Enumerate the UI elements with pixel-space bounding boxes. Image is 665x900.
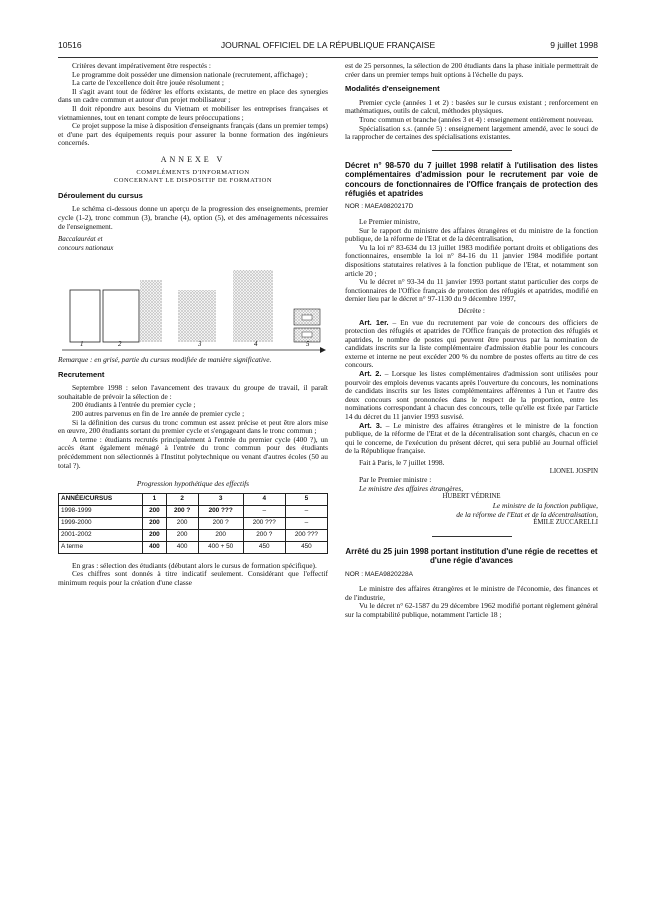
continuation-paragraph: est de 25 personnes, la sélection de 200 étudiants dans la phase initiale permettrait de créer dans un premier temps huit options à l'échelle du pays. [345, 61, 598, 79]
left-column [58, 62, 328, 588]
annex-subtitle: CONCERNANT LE DISPOSITIF DE FORMATION [113, 177, 273, 185]
table-row [59, 517, 328, 529]
decree-paragraph: Vu le décret n° 93-34 du 11 janvier 1993 portant statut particulier des corps de fonctionnaires de l'Office français de protection des réfugiés et apatrides, modifié en dernier lieu par le décret n° 97-1130 du 9 décembre 1997, [345, 277, 598, 304]
minister-title: Le ministre de la fonction publique, [492, 500, 598, 510]
table-cell: 200 [143, 517, 166, 529]
outro-paragraph: Ces chiffres sont donnés à titre indicatif seulement. Considérant que l'effectif minimum requis pour la création d'une classe [58, 569, 328, 587]
diagram-number: 4 [254, 340, 258, 349]
table-cell: 1999-2000 [59, 517, 143, 529]
decree-paragraph: Le Premier ministre, [359, 216, 420, 226]
modalites-paragraph: Premier cycle (années 1 et 2) : basées sur le cursus existant ; renforcement en mathématiques, outils de calcul, méthodes physiques. [345, 97, 598, 116]
table-caption: Progression hypothétique des effectifs [136, 479, 250, 489]
table-cell: 200 ??? [243, 517, 285, 529]
cursus-diagram [58, 235, 328, 353]
diagram-number: 1 [80, 340, 84, 349]
modalites-heading: Modalités d'enseignement [345, 84, 440, 94]
recrutement-paragraph: Septembre 1998 : selon l'avancement des travaux du groupe de travail, il paraît souhaitable de prévoir la sélection de : [58, 383, 328, 401]
table-header-cell: ANNÉE/CURSUS [59, 493, 143, 505]
header-rule [58, 57, 598, 58]
decree-title: Décret n° 98-570 du 7 juillet 1998 relatif à l'utilisation des listes complémentaires d'admission pour le recrutement par voie de concours de fonctionnaires de l'Office français de protection des réfugiés et apatrides [345, 160, 598, 198]
recrutement-paragraph: 200 étudiants à l'entrée du premier cycle ; [72, 400, 196, 410]
table-cell: 200 ??? [198, 505, 243, 517]
table-cell: 1998-1999 [59, 505, 143, 517]
article-text: – Lorsque les listes complémentaires d'admission sont utilisées pour pourvoir des emplois devenus vacants après l'ouverture du concours, les nominations de candidats inscrits sur les listes complémentaires afférentes à l'un et l'autre des deux concours sont prononcées dans le respect de la proportion, entre les nominations correspondant à chacun des concours, telle qu'elle est fixée par l'article 14 du décret du 11 janvier 1993 susvisé. [345, 369, 598, 422]
signature-zuccarelli: ÉMILE ZUCCARELLI [533, 519, 598, 527]
cursus-block-2 [103, 290, 139, 342]
table-row [59, 541, 328, 553]
arrete-paragraph: Le ministre des affaires étrangères et le ministre de l'économie, des finances et de l'industrie, [345, 584, 598, 602]
table-cell: 400 [166, 541, 198, 553]
table-cell: – [285, 505, 327, 517]
cursus-text: Le schéma ci-dessous donne un aperçu de la progression des enseignements, premier cycle (1-2), tronc commun (3), branche (4), option (5), et des aménagements nécessaires de l'enseignement. [58, 204, 328, 231]
intro-paragraph: Il doit répondre aux besoins du Vietnam et mobiliser les entreprises françaises et vietnamiennes, tout en tenant compte de leurs préoccupations ; [58, 103, 328, 122]
table-row [59, 505, 328, 517]
table-header-row [59, 493, 328, 505]
table-cell: 200 ? [166, 505, 198, 517]
section-divider [432, 536, 512, 537]
decree-nor: NOR : MAEA9820217D [345, 203, 414, 211]
diagram-number: 5 [306, 340, 310, 349]
article-label: Art. 2. [359, 369, 382, 379]
decree-paragraph: Vu la loi n° 83-634 du 13 juillet 1983 modifiée portant droits et obligations des fonctionnaires, ensemble la loi n° 84-16 du 11 janvier 1984 modifiée portant dispositions statutaires relatives à la fonction publique de l'Etat, et notamment son article 20 ; [345, 242, 598, 278]
page-header [58, 40, 598, 54]
recrutement-paragraph: 200 autres parvenus en fin de 1re année de premier cycle ; [72, 409, 245, 419]
decrete-label: Décrète : [458, 305, 485, 315]
article-1 [345, 319, 598, 371]
diagram-remark: Remarque : en grisé, partie du cursus modifiée de manière significative. [58, 355, 272, 365]
table-header-cell: 4 [243, 493, 285, 505]
par-premier-ministre: Par le Premier ministre : [359, 475, 432, 485]
table-cell: 200 ? [243, 529, 285, 541]
article-text: – En vue du recrutement par voie de concours des officiers de protection des réfugiés et apatrides de l'Office français de protection des réfugiés et apatrides, le nombre de postes qui peuvent être pourvus par la nomination de candidats inscrits sur la liste complémentaire d'admission établie pour les concours externe et interne ne peut excéder 200 % du nombre de postes offerts au titre de ces concours. [345, 317, 598, 370]
modalites-paragraph: Spécialisation s.s. (année 5) : enseignement largement amendé, avec le souci de la rapprocher de certaines des spécialisations existantes. [345, 123, 598, 142]
table-cell: – [243, 505, 285, 517]
recrutement-paragraph: Si la définition des cursus du tronc commun est assez précise et peut être alors mise en œuvre, 200 étudiants sortant du premier cycle et s'engageant dans le tronc commun ; [58, 417, 328, 436]
arrete-title: Arrêté du 25 juin 1998 portant institution d'une régie de recettes et d'une régie d'avances [345, 546, 598, 566]
right-column [345, 62, 598, 620]
cursus-block-5a [294, 309, 320, 325]
article-label: Art. 3. [359, 420, 382, 430]
arrete-nor: NOR : MAEA9820228A [345, 570, 413, 578]
decree-paragraph: Sur le rapport du ministre des affaires étrangères et du ministre de la fonction publique, de la réforme de l'Etat et de la décentralisation, [345, 225, 598, 244]
journal-title: JOURNAL OFFICIEL DE LA RÉPUBLIQUE FRANÇAISE [220, 40, 436, 50]
table-cell: 200 [166, 517, 198, 529]
intro-paragraph: Critères devant impérativement être respectés : [72, 61, 211, 70]
arrow-icon [320, 347, 326, 353]
signature-vedrine: HUBERT VÉDRINE [442, 493, 501, 501]
diagram-number: 3 [198, 340, 202, 349]
table-cell: 450 [285, 541, 327, 553]
table-cell: 2001-2002 [59, 529, 143, 541]
effectifs-table [58, 493, 328, 554]
outro-paragraph: En gras : sélection des étudiants (débutant alors le cursus de formation spécifique). [72, 560, 317, 570]
arrete-paragraph: Vu le décret n° 62-1587 du 29 décembre 1962 modifié portant règlement général sur la comptabilité publique, notamment l'article 18 ; [345, 601, 598, 619]
publication-date: 9 juillet 1998 [550, 40, 598, 50]
minister-title: de la réforme de l'Etat et de la décentralisation, [456, 509, 598, 519]
table-cell: 200 [198, 529, 243, 541]
article-3 [345, 422, 598, 456]
table-cell: 200 [143, 529, 166, 541]
table-row [59, 529, 328, 541]
annex-subtitle: COMPLÉMENTS D'INFORMATION [136, 168, 250, 176]
page-number: 10516 [58, 40, 82, 50]
table-cell: 200 [143, 505, 166, 517]
intro-paragraph: Ce projet suppose la mise à disposition d'enseignants français (dans un premier temps) et d'une part des équipements requis pour assurer la bonne formation des ingénieurs concernés. [58, 121, 328, 148]
table-cell: 400 + 50 [198, 541, 243, 553]
fait-line: Fait à Paris, le 7 juillet 1998. [359, 458, 445, 467]
cursus-block-3 [178, 290, 216, 342]
table-cell: A terme [59, 541, 143, 553]
table-header-cell: 3 [198, 493, 243, 505]
diagram-number: 2 [118, 340, 122, 349]
table-cell: 200 ??? [285, 529, 327, 541]
recrutement-heading: Recrutement [58, 369, 105, 379]
cursus-block-1 [70, 290, 100, 342]
intro-paragraph: La carte de l'excellence doit être jouée résolument ; [72, 78, 224, 88]
table-cell: 400 [143, 541, 166, 553]
diagram-label: Baccalauréat et concours nationaux [58, 235, 114, 252]
table-cell: 200 [166, 529, 198, 541]
recrutement-paragraph: A terme : étudiants recrutés principalement à l'entrée du premier cycle (400 ?), un accès étant également ménagé à l'entrée du tronc commun pour des étudiants précédemment non sélectionnés à l'Institut polytechnique ou venant d'autres écoles (50 au total ?). [58, 434, 328, 470]
cursus-block-4 [233, 270, 273, 342]
intro-paragraph: Le programme doit posséder une dimension nationale (recrutement, affichage) ; [72, 69, 308, 79]
table-header-cell: 1 [143, 493, 166, 505]
table-cell: 200 ? [198, 517, 243, 529]
cursus-heading: Déroulement du cursus [58, 190, 143, 200]
section-divider [432, 150, 512, 151]
table-header-cell: 5 [285, 493, 327, 505]
annex-title: ANNEXE V [160, 154, 226, 164]
table-cell: – [285, 517, 327, 529]
modalites-paragraph: Tronc commun et branche (années 3 et 4) : enseignement entièrement nouveau. [359, 114, 594, 124]
table-cell: 450 [243, 541, 285, 553]
article-text: – Le ministre des affaires étrangères et le ministre de la fonction publique, de la réforme de l'Etat et de la décentralisation sont chargés, chacun en ce qui le concerne, de l'exécution du présent décret, qui sera publié au Journal officiel de la République française. [345, 420, 598, 456]
minister-title: Le ministre des affaires étrangères, [359, 483, 464, 493]
table-header-cell: 2 [166, 493, 198, 505]
article-label: Art. 1er. [359, 317, 389, 327]
cursus-block-2-shaded [140, 280, 162, 342]
article-2 [345, 370, 598, 422]
signature-jospin: LIONEL JOSPIN [549, 467, 598, 475]
intro-paragraph: Il s'agit avant tout de fédérer les efforts existants, de mettre en place des synergies dans un cadre commun et autour d'un projet mobilisateur ; [58, 86, 328, 105]
